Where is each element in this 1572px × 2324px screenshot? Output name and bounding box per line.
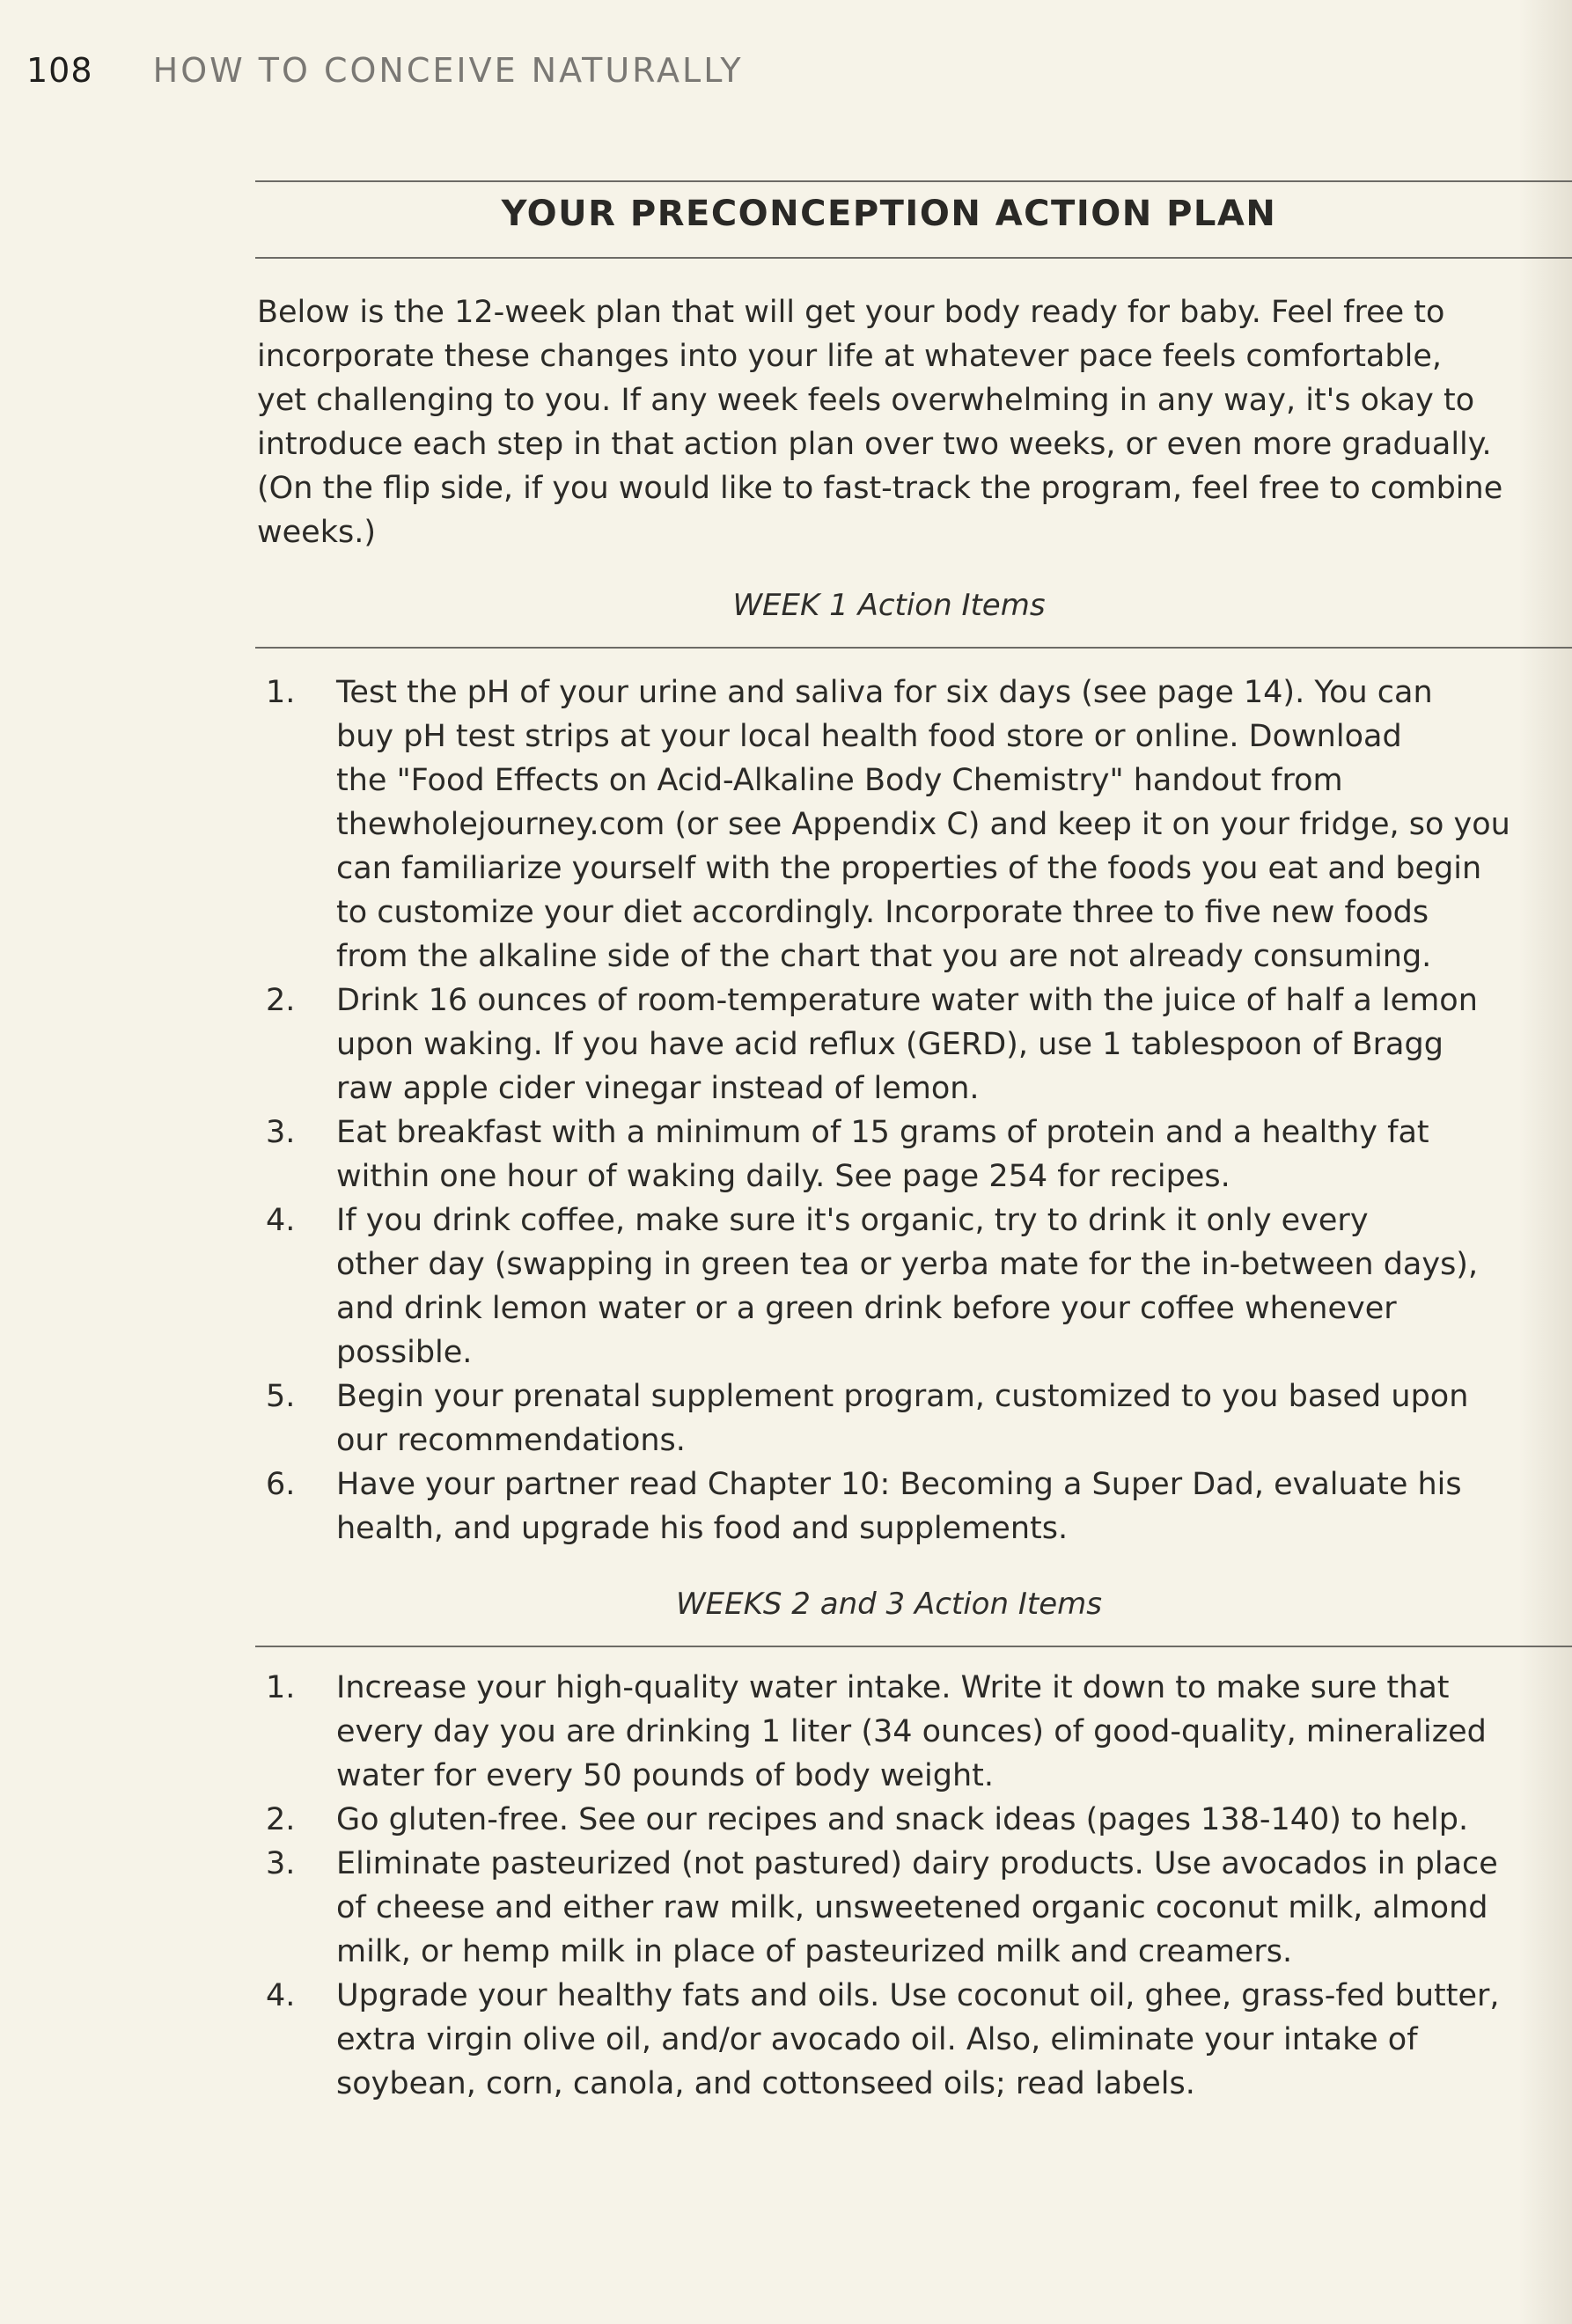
list-item [257, 1199, 1551, 1375]
week1-action-list [257, 671, 1551, 1551]
book-title: HOW TO CONCEIVE NATURALLY [152, 51, 744, 90]
list-item [257, 1842, 1551, 1974]
item-number: 6. [266, 1467, 296, 1502]
item-number: 1. [266, 1670, 296, 1705]
weeks2and3-heading: WEEKS 2 and 3 Action Items [676, 1587, 1102, 1622]
list-item [257, 1111, 1551, 1199]
box-top-rule [255, 180, 1572, 182]
item-line: extra virgin olive oil, and/or avocado oil. Also, eliminate your intake of [336, 2022, 1418, 2057]
intro-line: Below is the 12-week plan that will get your body ready for baby. Feel free to [257, 295, 1445, 330]
item-line: Drink 16 ounces of room-temperature water with the juice of half a lemon [336, 983, 1478, 1018]
item-line: other day (swapping in green tea or yerba mate for the in-between days), [336, 1247, 1479, 1282]
intro-paragraph [257, 290, 1542, 554]
item-number: 3. [266, 1846, 296, 1881]
item-line: Test the pH of your urine and saliva for six days (see page 14). You can [336, 675, 1433, 710]
item-line: from the alkaline side of the chart that you are not already consuming. [336, 939, 1432, 974]
item-line: thewholejourney.com (or see Appendix C) and keep it on your fridge, so you [336, 807, 1510, 842]
list-item [257, 671, 1551, 979]
box-title-rule [255, 257, 1572, 259]
list-item [257, 1974, 1551, 2106]
week1-rule [255, 647, 1572, 649]
item-line: milk, or hemp milk in place of pasteurized milk and creamers. [336, 1934, 1293, 1969]
page-number: 108 [26, 51, 93, 90]
item-line: possible. [336, 1335, 473, 1370]
box-title: YOUR PRECONCEPTION ACTION PLAN [501, 194, 1277, 234]
item-line: If you drink coffee, make sure it's organic, try to drink it only every [336, 1203, 1369, 1238]
item-line: Increase your high-quality water intake. Write it down to make sure that [336, 1670, 1450, 1705]
item-line: buy pH test strips at your local health food store or online. Download [336, 719, 1402, 754]
item-line: Have your partner read Chapter 10: Becoming a Super Dad, evaluate his [336, 1467, 1462, 1502]
item-number: 5. [266, 1379, 296, 1414]
item-number: 3. [266, 1115, 296, 1150]
item-number: 2. [266, 983, 296, 1018]
list-item [257, 979, 1551, 1111]
item-number: 2. [266, 1802, 296, 1837]
item-line: upon waking. If you have acid reflux (GERD), use 1 tablespoon of Bragg [336, 1027, 1443, 1062]
item-line: within one hour of waking daily. See page 254 for recipes. [336, 1159, 1230, 1194]
running-head [26, 51, 744, 90]
item-line: Begin your prenatal supplement program, customized to you based upon [336, 1379, 1469, 1414]
item-line: to customize your diet accordingly. Incorporate three to five new foods [336, 895, 1429, 930]
intro-line: yet challenging to you. If any week feels overwhelming in any way, it's okay to [257, 383, 1475, 418]
intro-line: (On the flip side, if you would like to fast-track the program, feel free to combine [257, 471, 1503, 506]
item-line: the "Food Effects on Acid-Alkaline Body Chemistry" handout from [336, 763, 1343, 798]
list-item [257, 1463, 1551, 1551]
item-line: health, and upgrade his food and supplements. [336, 1511, 1069, 1546]
item-line: Upgrade your healthy fats and oils. Use coconut oil, ghee, grass-fed butter, [336, 1978, 1500, 2013]
intro-line: incorporate these changes into your life at whatever pace feels comfortable, [257, 339, 1442, 374]
item-line: and drink lemon water or a green drink before your coffee whenever [336, 1291, 1397, 1326]
item-line: Eat breakfast with a minimum of 15 grams of protein and a healthy fat [336, 1115, 1429, 1150]
item-line: Eliminate pasteurized (not pastured) dairy products. Use avocados in place [336, 1846, 1498, 1881]
item-line: our recommendations. [336, 1423, 686, 1458]
item-number: 4. [266, 1203, 296, 1238]
item-number: 1. [266, 675, 296, 710]
item-line: raw apple cider vinegar instead of lemon. [336, 1071, 980, 1106]
weeks2and3-rule [255, 1646, 1572, 1647]
weeks2and3-action-list [257, 1666, 1551, 2106]
intro-line: introduce each step in that action plan over two weeks, or even more gradually. [257, 427, 1492, 462]
item-number: 4. [266, 1978, 296, 2013]
list-item [257, 1666, 1551, 1798]
list-item [257, 1375, 1551, 1463]
week1-heading: WEEK 1 Action Items [732, 588, 1046, 623]
item-line: Go gluten-free. See our recipes and snack ideas (pages 138-140) to help. [336, 1802, 1469, 1837]
list-item [257, 1798, 1551, 1842]
item-line: can familiarize yourself with the properties of the foods you eat and begin [336, 851, 1482, 886]
item-line: soybean, corn, canola, and cottonseed oils; read labels. [336, 2066, 1195, 2101]
item-line: of cheese and either raw milk, unsweetened organic coconut milk, almond [336, 1890, 1488, 1925]
intro-line: weeks.) [257, 515, 376, 550]
item-line: water for every 50 pounds of body weight. [336, 1758, 995, 1793]
item-line: every day you are drinking 1 liter (34 ounces) of good-quality, mineralized [336, 1714, 1487, 1749]
